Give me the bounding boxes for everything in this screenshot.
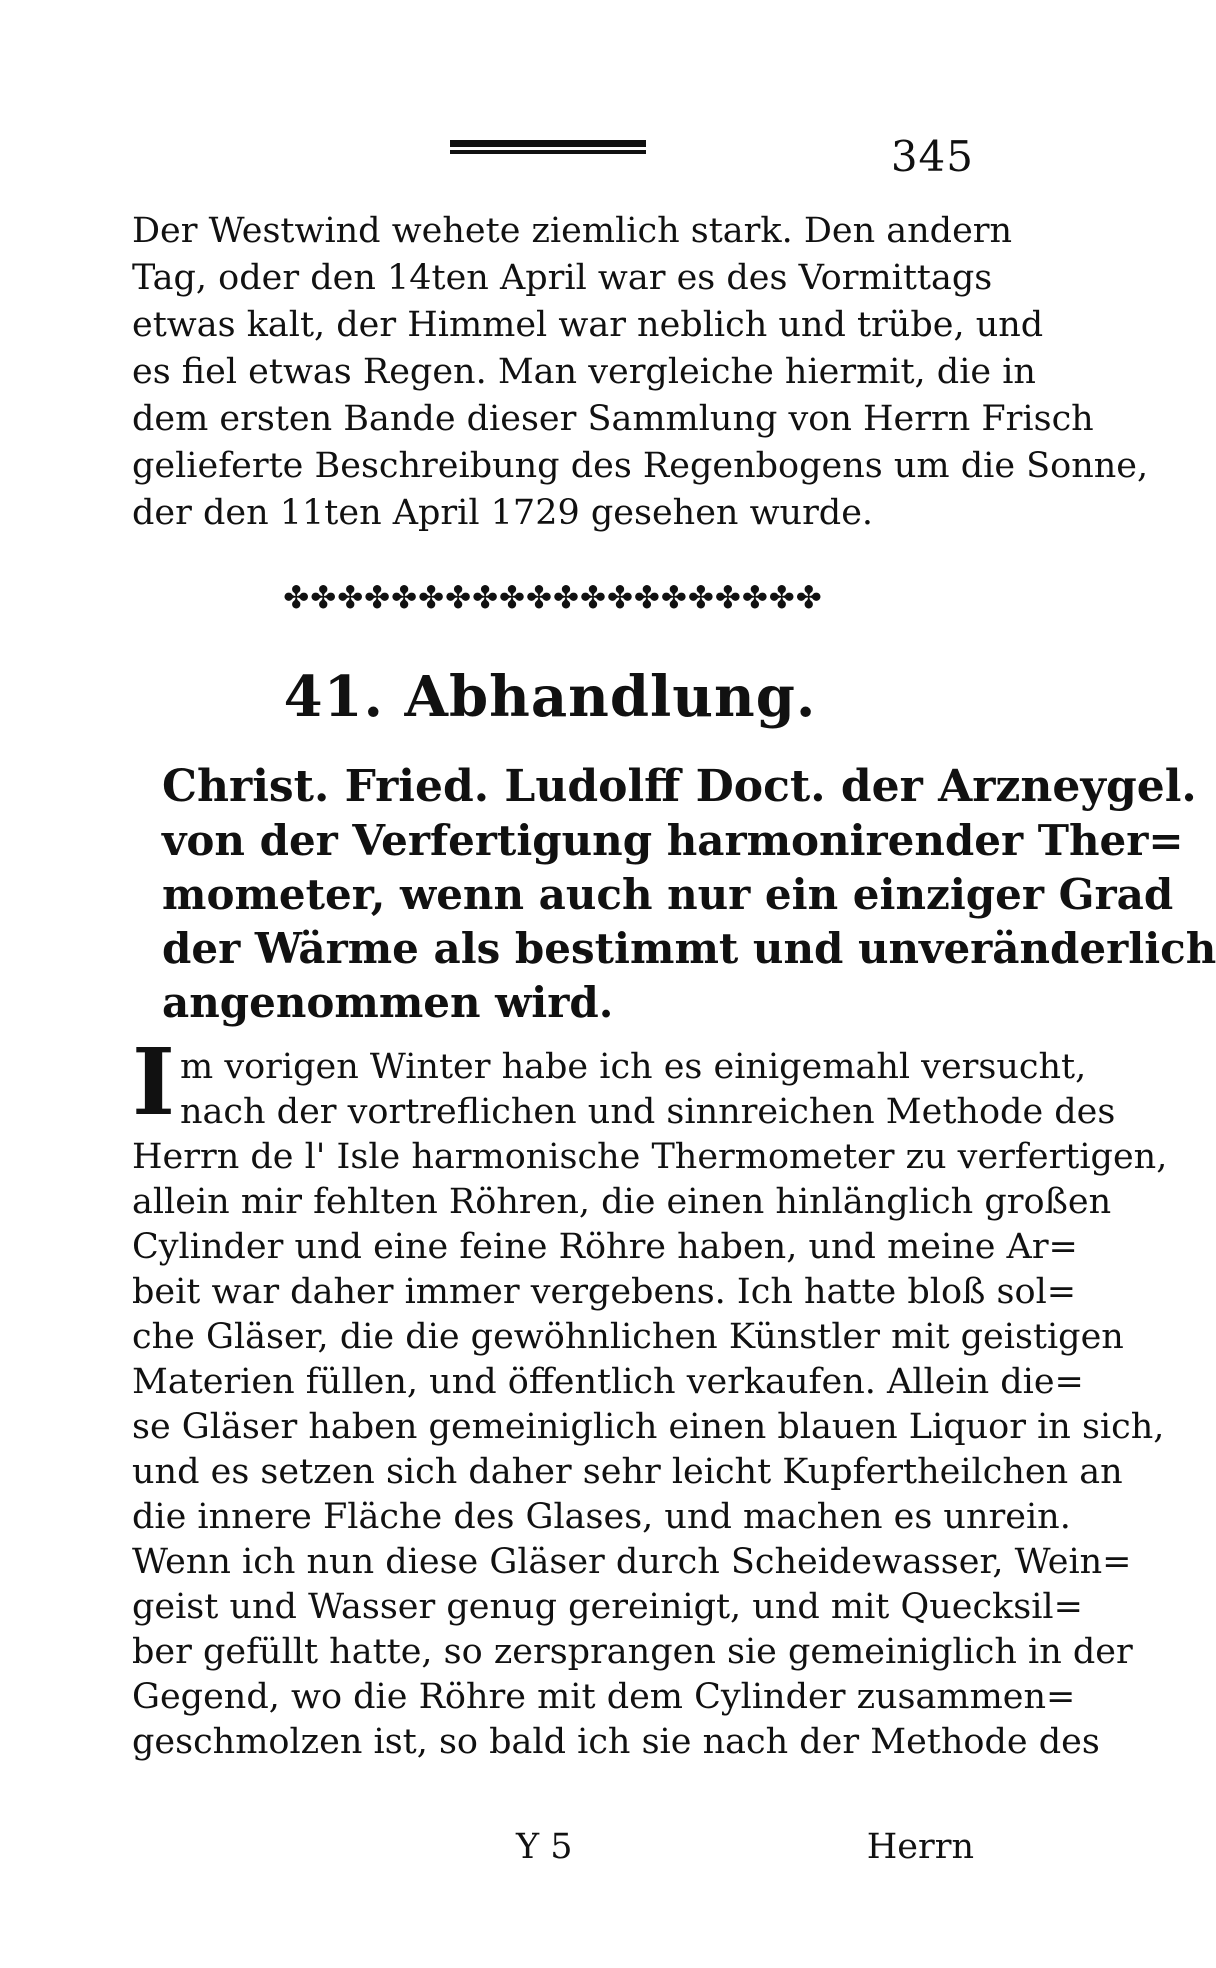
top-paragraph-line: Der Westwind wehete ziemlich stark. Den andern (132, 211, 1013, 251)
body-line: Herrn de l' Isle harmonische Thermometer zu verfertigen, (132, 1137, 1168, 1177)
section-heading: 41. Abhandlung. (283, 664, 817, 730)
body-line: geschmolzen ist, so bald ich sie nach der Methode des (132, 1722, 1100, 1762)
body-line: Materien füllen, und öffentlich verkaufen. Allein die= (132, 1362, 1084, 1402)
title-line: von der Verfertigung harmonirender Ther= (162, 816, 1184, 865)
page-number: 345 (890, 132, 974, 181)
body-line: se Gläser haben gemeiniglich einen blauen Liquor in sich, (132, 1407, 1165, 1447)
top-paragraph-line: der den 11ten April 1729 gesehen wurde. (132, 493, 874, 533)
body-line: Gegend, wo die Röhre mit dem Cylinder zusammen= (132, 1677, 1076, 1717)
body-line: und es setzen sich daher sehr leicht Kupfertheilchen an (132, 1452, 1123, 1492)
top-paragraph-line: gelieferte Beschreibung des Regenbogens um die Sonne, (132, 446, 1149, 486)
body-line: nach der vortreflichen und sinnreichen Methode des (180, 1092, 1116, 1132)
body-line: Wenn ich nun diese Gläser durch Scheidewasser, Wein= (132, 1542, 1132, 1582)
body-line: allein mir fehlten Röhren, die einen hinlänglich großen (132, 1182, 1112, 1222)
header-rule (450, 140, 646, 158)
body-line: che Gläser, die die gewöhnlichen Künstler mit geistigen (132, 1317, 1124, 1357)
body-line: ber gefüllt hatte, so zersprangen sie gemeiniglich in der (132, 1632, 1133, 1672)
title-line: der Wärme als bestimmt und unveränderlich (162, 924, 1216, 973)
body-first-line-text: m vorigen Winter habe ich es einigemahl versucht, (180, 1047, 1087, 1087)
body-line: Cylinder und eine feine Röhre haben, und meine Ar= (132, 1227, 1078, 1267)
top-paragraph (132, 208, 1149, 537)
header-rule-thick (450, 140, 646, 147)
top-paragraph-line: dem ersten Bande dieser Sammlung von Herrn Frisch (132, 399, 1094, 439)
title-line: Christ. Fried. Ludolff Doct. der Arzneygel. (162, 761, 1197, 812)
header-rule-thin (450, 150, 646, 154)
body-line: geist und Wasser genug gereinigt, und mit Quecksil= (132, 1587, 1083, 1627)
catchword: Herrn (866, 1827, 974, 1867)
top-paragraph-line: es fiel etwas Regen. Man vergleiche hiermit, die in (132, 352, 1036, 392)
treatise-title (162, 760, 1216, 1030)
top-paragraph-line: etwas kalt, der Himmel war neblich und trübe, und (132, 305, 1044, 345)
body-paragraph (132, 1028, 1168, 1765)
signature-mark: Y 5 (516, 1827, 573, 1867)
body-line: beit war daher immer vergebens. Ich hatte bloß sol= (132, 1272, 1077, 1312)
top-paragraph-line: Tag, oder den 14ten April war es des Vormittags (132, 258, 993, 298)
body-line: die innere Fläche des Glases, und machen es unrein. (132, 1497, 1071, 1537)
title-line: mometer, wenn auch nur ein einziger Grad (162, 870, 1174, 919)
title-line: angenommen wird. (162, 978, 614, 1027)
page-footer (132, 1822, 974, 1872)
drop-cap: I (132, 1028, 176, 1136)
ornamental-divider: ✤✤✤✤✤✤✤✤✤✤✤✤✤✤✤✤✤✤✤✤ (283, 580, 823, 616)
